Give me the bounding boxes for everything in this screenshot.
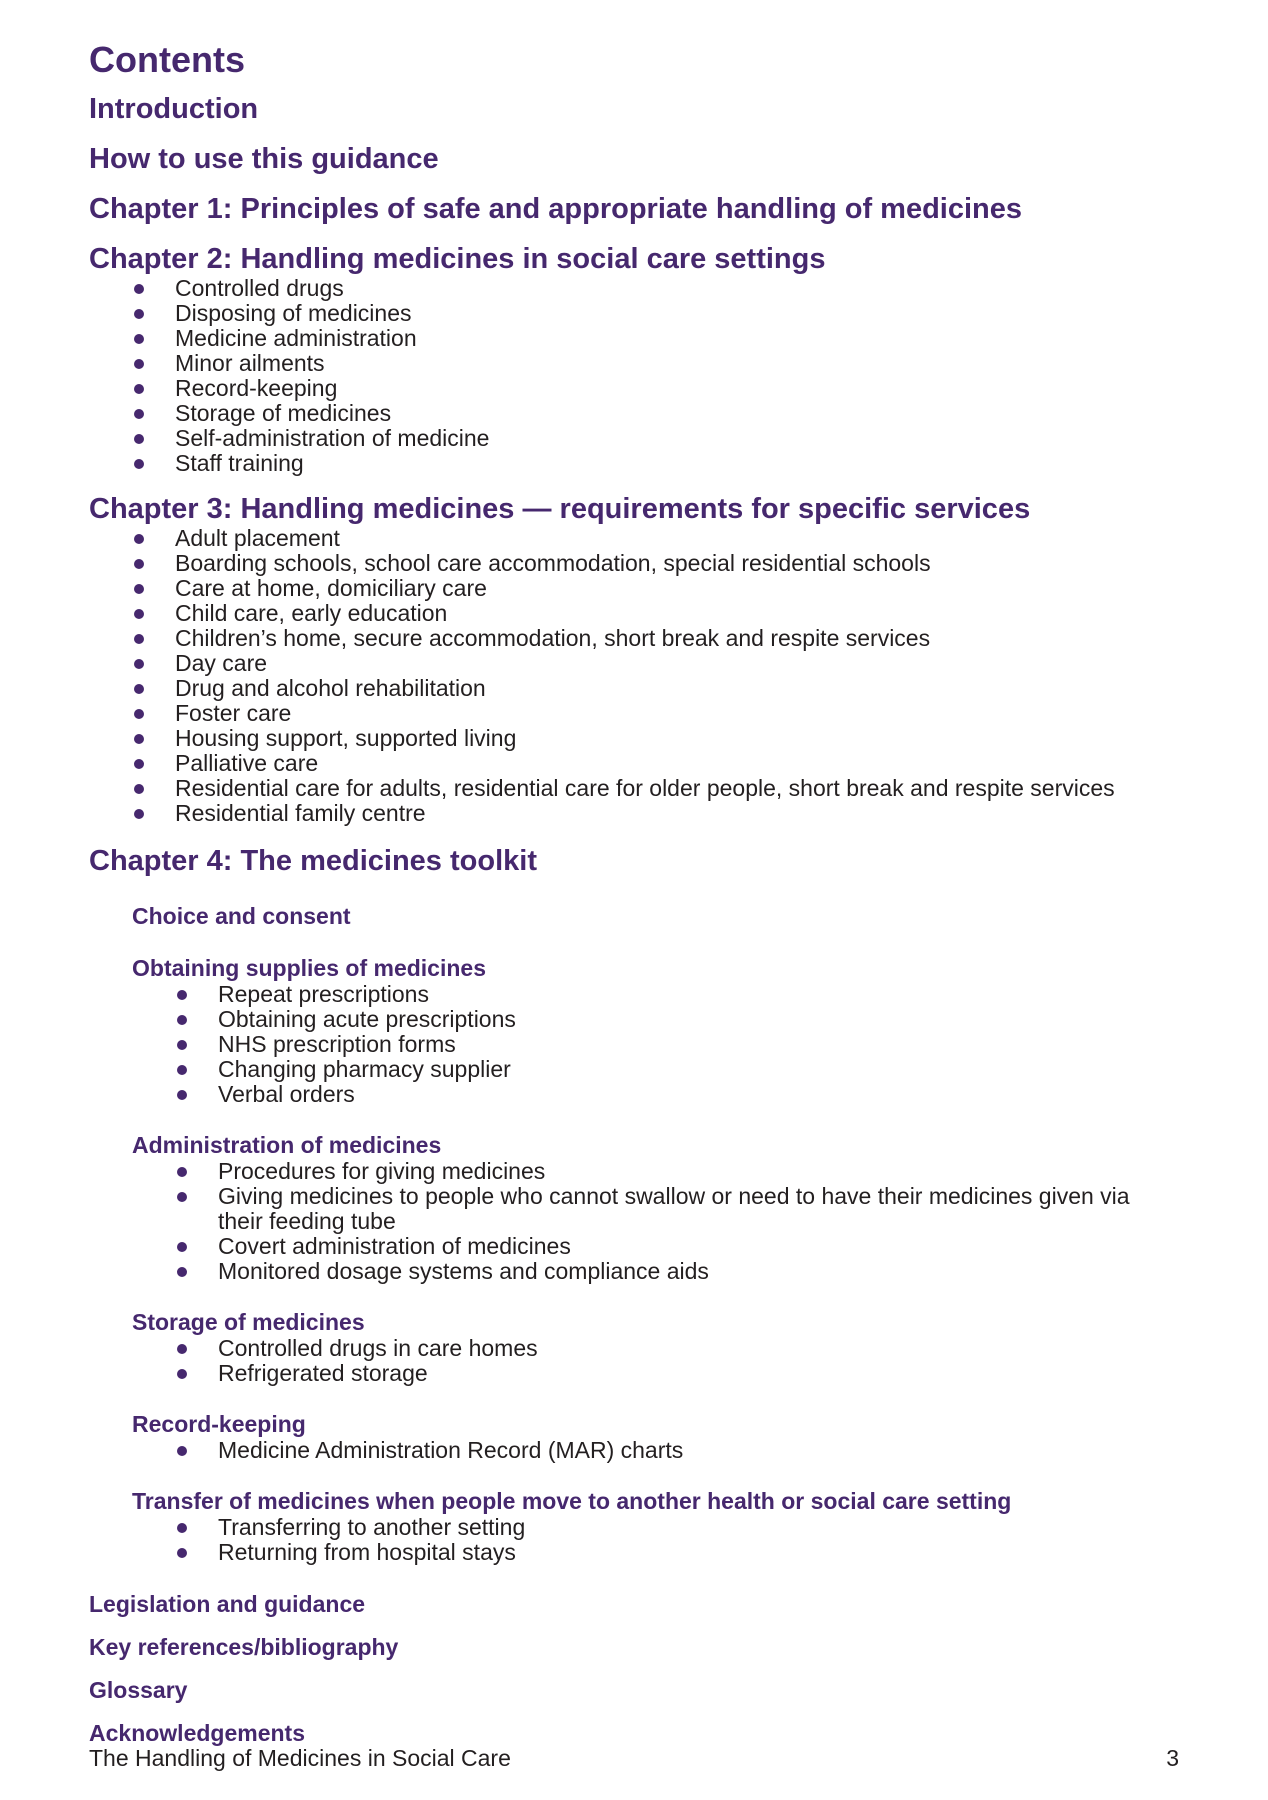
toc-item[interactable]: Drug and alcohol rehabilitation (89, 676, 1179, 701)
toc-item[interactable]: Residential family centre (89, 801, 1179, 826)
page-footer (89, 1744, 1179, 1772)
administration-list (132, 1159, 1179, 1284)
toc-item[interactable]: Record-keeping (89, 376, 1179, 401)
toc-item[interactable]: Residential care for adults, residential care for older people, short break and respite services (89, 776, 1179, 801)
toc-item[interactable]: Obtaining acute prescriptions (132, 1007, 1179, 1032)
toc-item[interactable]: Foster care (89, 701, 1179, 726)
footer-document-title: The Handling of Medicines in Social Care (89, 1745, 511, 1771)
toc-item[interactable]: Adult placement (89, 526, 1179, 551)
toc-item[interactable]: Boarding schools, school care accommodation, special residential schools (89, 551, 1179, 576)
toc-item[interactable]: Refrigerated storage (132, 1361, 1179, 1386)
toc-item[interactable]: Storage of medicines (89, 401, 1179, 426)
toc-legislation[interactable]: Legislation and guidance (89, 1591, 366, 1617)
toc-introduction[interactable]: Introduction (89, 93, 259, 125)
page-title: Contents (89, 39, 245, 80)
toc-section-obtaining-supplies[interactable]: Obtaining supplies of medicines (132, 955, 486, 981)
toc-item[interactable]: Palliative care (89, 751, 1179, 776)
toc-item[interactable]: Child care, early education (89, 601, 1179, 626)
toc-chapter-3[interactable]: Chapter 3: Handling medicines — requirements for specific services (89, 493, 1031, 525)
toc-item[interactable]: Minor ailments (89, 351, 1179, 376)
toc-item[interactable]: Care at home, domiciliary care (89, 576, 1179, 601)
toc-chapter-2[interactable]: Chapter 2: Handling medicines in social care settings (89, 243, 826, 275)
chapter-4-sections (132, 878, 1179, 1565)
toc-item[interactable]: Verbal orders (132, 1082, 1179, 1107)
toc-item[interactable]: Transferring to another setting (132, 1515, 1179, 1540)
toc-item[interactable]: Staff training (89, 451, 1179, 476)
record-keeping-list (132, 1438, 1179, 1463)
toc-item[interactable]: Medicine administration (89, 326, 1179, 351)
toc-item[interactable]: Controlled drugs (89, 276, 1179, 301)
toc-item[interactable]: Day care (89, 651, 1179, 676)
obtaining-supplies-list (132, 982, 1179, 1107)
toc-item[interactable]: Monitored dosage systems and compliance aids (132, 1259, 1179, 1284)
toc-item[interactable]: Housing support, supported living (89, 726, 1179, 751)
toc-item[interactable]: Children’s home, secure accommodation, short break and respite services (89, 626, 1179, 651)
toc-item[interactable]: NHS prescription forms (132, 1032, 1179, 1057)
toc-section-record-keeping[interactable]: Record-keeping (132, 1411, 306, 1437)
toc-section-transfer[interactable]: Transfer of medicines when people move to another health or social care setting (132, 1488, 1012, 1514)
toc-chapter-1[interactable]: Chapter 1: Principles of safe and appropriate handling of medicines (89, 193, 1023, 225)
chapter-2-list (89, 276, 1179, 476)
contents-page (89, 38, 1179, 1747)
toc-item[interactable]: Self-administration of medicine (89, 426, 1179, 451)
toc-item[interactable]: Controlled drugs in care homes (132, 1336, 1179, 1361)
toc-item[interactable]: Changing pharmacy supplier (132, 1057, 1179, 1082)
toc-section-administration[interactable]: Administration of medicines (132, 1132, 442, 1158)
toc-item[interactable]: Procedures for giving medicines (132, 1159, 1179, 1184)
toc-item[interactable]: Returning from hospital stays (132, 1540, 1179, 1565)
toc-references[interactable]: Key references/bibliography (89, 1634, 399, 1660)
toc-section-choice-consent[interactable]: Choice and consent (132, 903, 351, 929)
toc-how-to-use[interactable]: How to use this guidance (89, 143, 439, 175)
toc-glossary[interactable]: Glossary (89, 1677, 188, 1703)
toc-item[interactable]: Repeat prescriptions (132, 982, 1179, 1007)
chapter-3-list (89, 526, 1179, 826)
toc-item[interactable]: Disposing of medicines (89, 301, 1179, 326)
storage-list (132, 1336, 1179, 1386)
toc-acknowledgements[interactable]: Acknowledgements (89, 1720, 305, 1746)
toc-item[interactable]: Giving medicines to people who cannot swallow or need to have their medicines given via their feeding tube (132, 1184, 1179, 1234)
toc-item[interactable]: Medicine Administration Record (MAR) charts (132, 1438, 1179, 1463)
toc-chapter-4[interactable]: Chapter 4: The medicines toolkit (89, 845, 537, 877)
page-number: 3 (1166, 1745, 1179, 1771)
toc-section-storage[interactable]: Storage of medicines (132, 1309, 365, 1335)
toc-item[interactable]: Covert administration of medicines (132, 1234, 1179, 1259)
transfer-list (132, 1515, 1179, 1565)
